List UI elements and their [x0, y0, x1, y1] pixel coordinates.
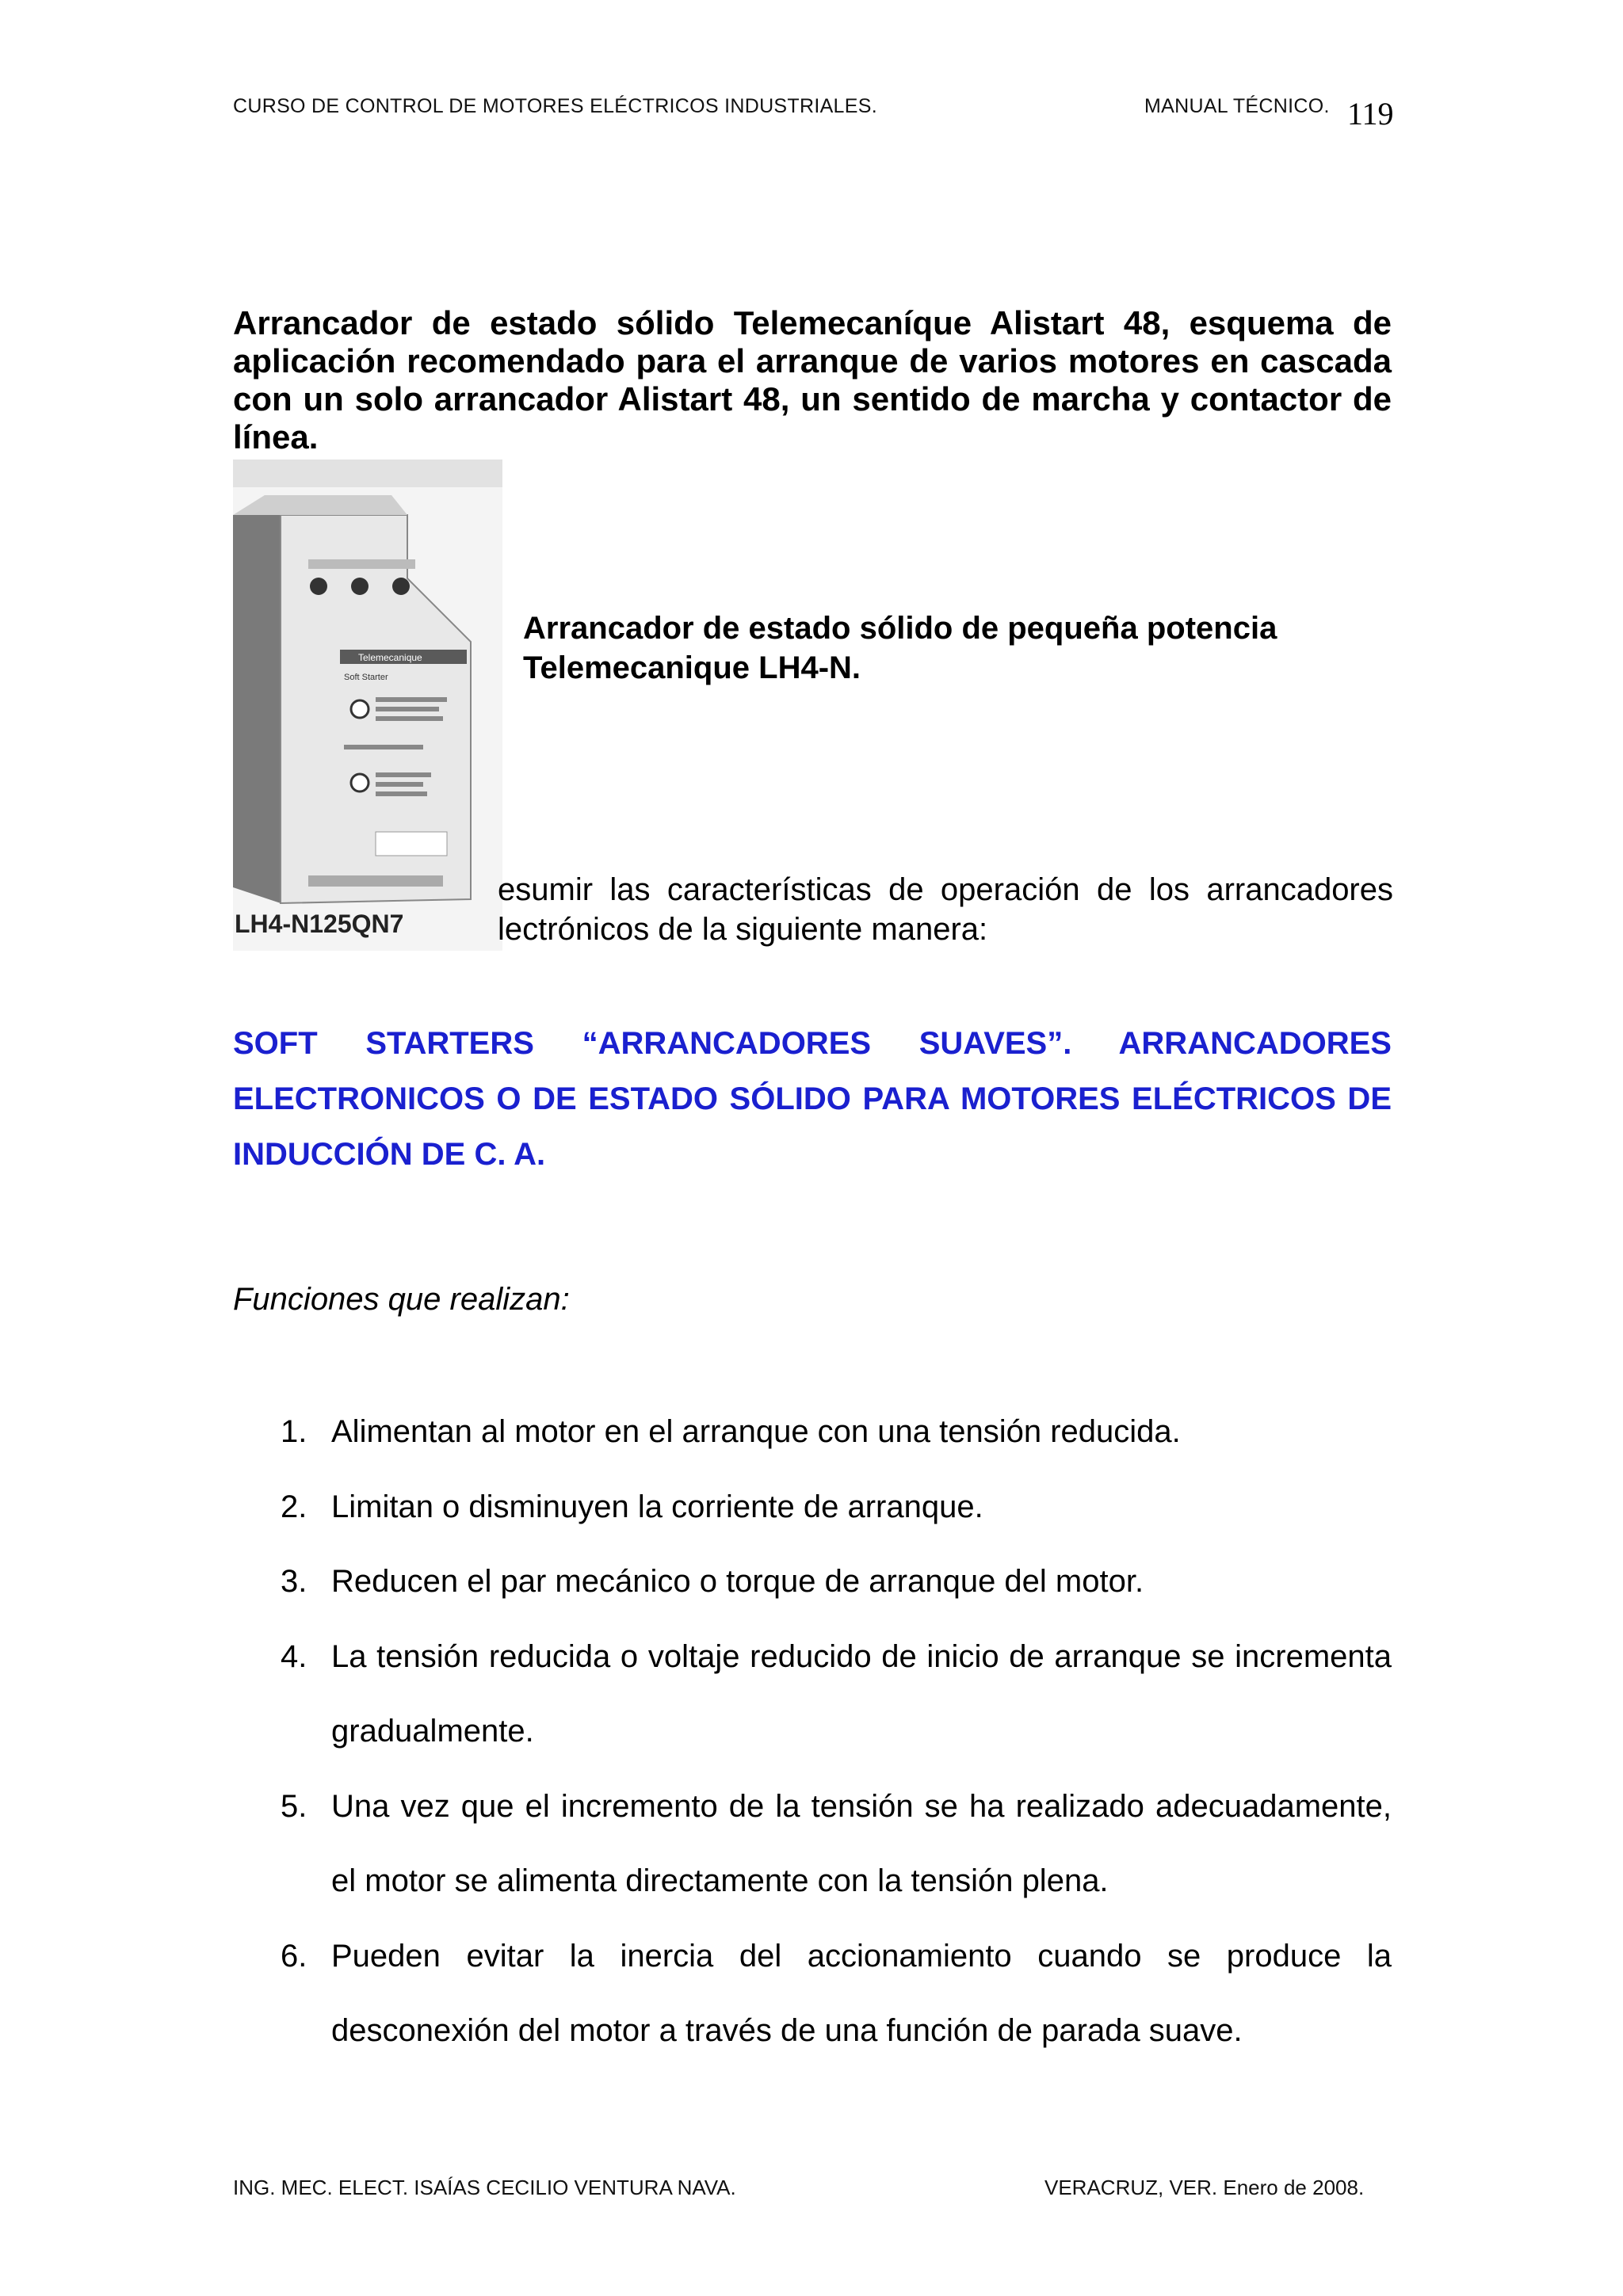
page-number: 119 — [1347, 96, 1394, 132]
functions-label: Funciones que realizan: — [233, 1282, 570, 1317]
list-item: 3. Reducen el par mecánico o torque de arranque del motor. — [281, 1564, 1144, 1599]
page-header-right: MANUAL TÉCNICO. — [1144, 95, 1330, 117]
list-item: 6. Pueden evitar la inercia del accionamiento cuando se produce la desconexión del motor a través de una función de parada suave. — [281, 1938, 1392, 2048]
list-item: 1. Alimentan al motor en el arranque con una tensión reducida. — [281, 1414, 1181, 1449]
soft-starter-illustration — [233, 460, 502, 951]
page-header-left: CURSO DE CONTROL DE MOTORES ELÉCTRICOS INDUSTRIALES. — [233, 95, 877, 117]
figure-caption — [523, 608, 1395, 688]
page-footer-left: ING. MEC. ELECT. ISAÍAS CECILIO VENTURA NAVA. — [233, 2176, 736, 2199]
brand-label: Telemecanique — [358, 652, 422, 663]
list-item: 5. Una vez que el incremento de la tensión se ha realizado adecuadamente, el motor se alimenta directamente con la tensión plena. — [281, 1788, 1392, 1898]
page-footer-right: VERACRUZ, VER. Enero de 2008. — [1044, 2176, 1365, 2199]
section-title: Arrancador de estado sólido Telemecaníque Alistart 48, esquema de aplicación recomendado para el arranque de varios motores en cascada con un solo arrancador Alistart 48, un sentido de marcha y contactor de línea. — [233, 304, 1392, 456]
model-label: LH4-N125QN7 — [235, 910, 404, 938]
summary-line-2: lectrónicos de la siguiente manera: — [498, 912, 988, 947]
list-item: 2. Limitan o disminuyen la corriente de arranque. — [281, 1489, 983, 1524]
blue-section-heading: SOFT STARTERS “ARRANCADORES SUAVES”. ARRANCADORES ELECTRONICOS O DE ESTADO SÓLIDO PARA MOTORES ELÉCTRICOS DE INDUCCIÓN DE C. A. — [233, 1026, 1392, 1172]
functions-list — [233, 1394, 1392, 2069]
device-text: Soft Starter — [344, 673, 388, 682]
summary-line-1: esumir las características de operación de los arrancadores — [498, 872, 1393, 907]
caption-line-1: Arrancador de estado sólido de pequeña potencia — [523, 611, 1277, 646]
caption-line-2: Telemecanique LH4-N. — [523, 650, 861, 685]
list-item: 4. La tensión reducida o voltaje reducido de inicio de arranque se incrementa gradualmente. — [281, 1638, 1392, 1749]
soft-starter-photo — [233, 460, 502, 951]
